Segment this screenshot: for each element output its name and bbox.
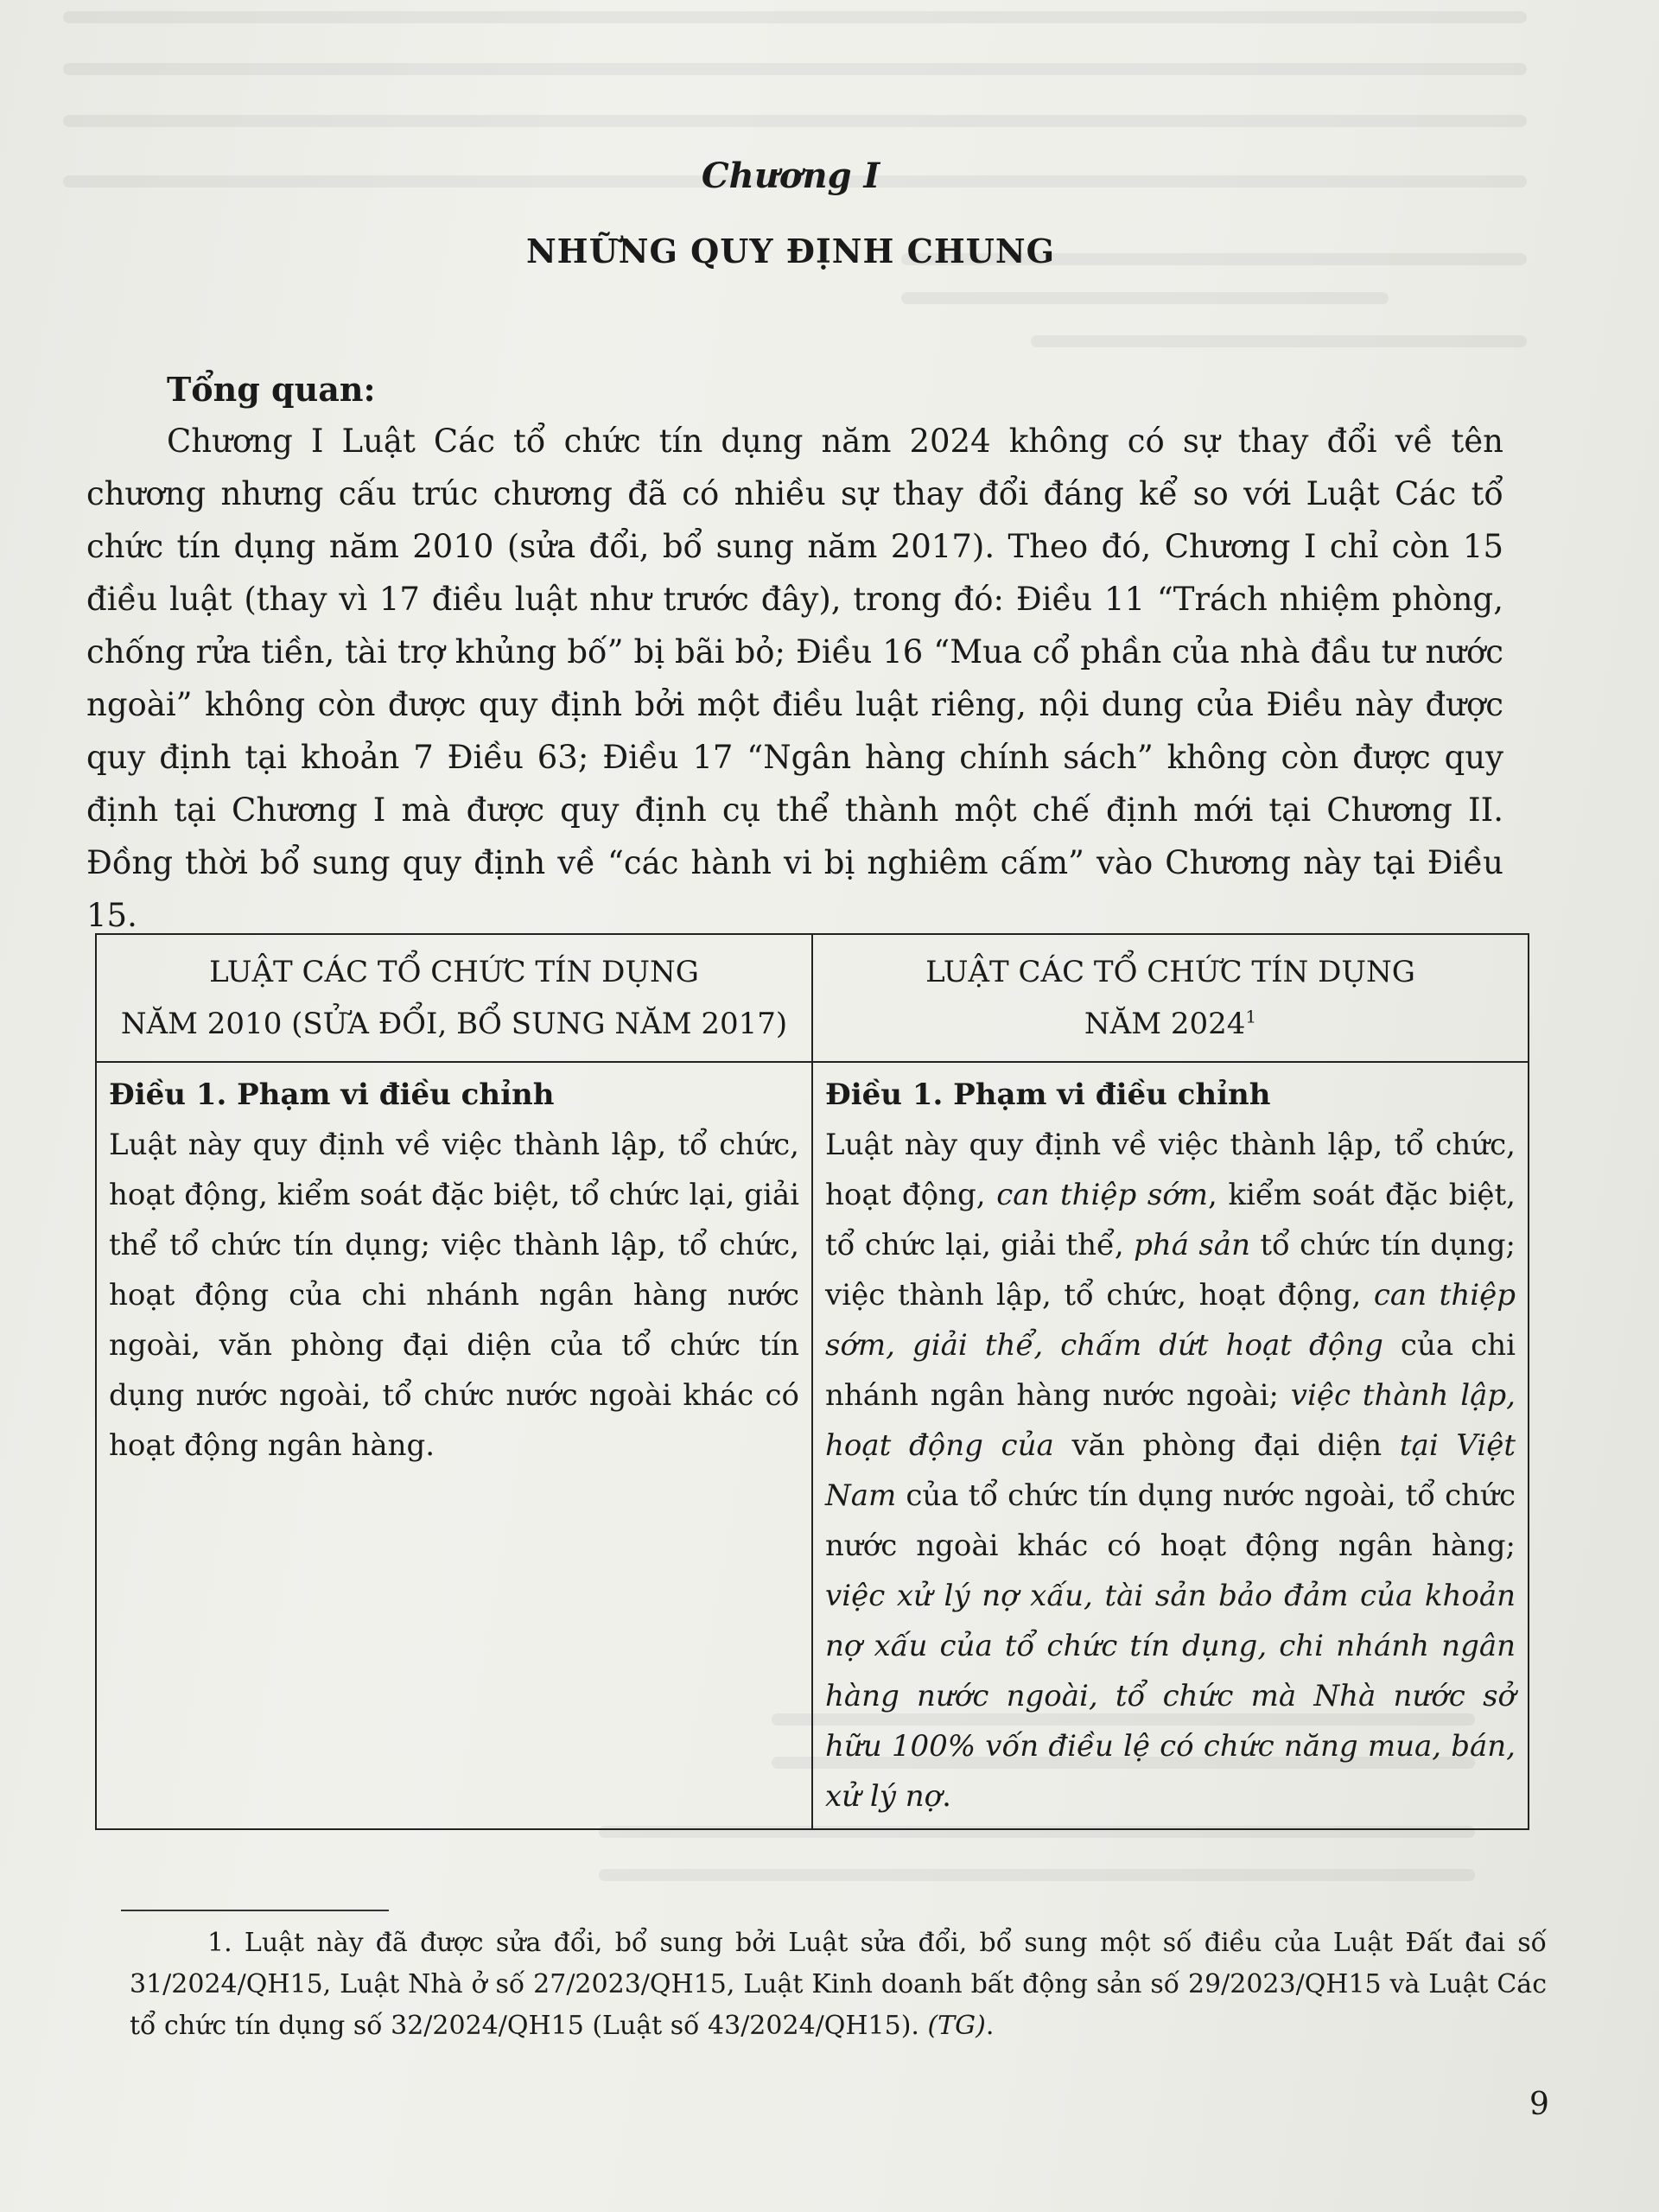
right-header-line1: LUẬT CÁC TỔ CHỨC TÍN DỤNG <box>925 955 1415 989</box>
footnote-text: 1. Luật này đã được sửa đổi, bổ sung bởi Luật sửa đổi, bổ sung một số điều của Luật Đất đai số 31/2024/QH15, Luật Nhà ở số 27/2023/QH15, Luật Kinh doanh bất động sản số 29/2023/QH15 và Luật Các tổ chức tín dụng số 32/2024/QH15 (Luật số 43/2024/QH15). <box>130 1928 1547 2041</box>
footnote: 1. Luật này đã được sửa đổi, bổ sung bởi Luật sửa đổi, bổ sung một số điều của Luật Đất đai số 31/2024/QH15, Luật Nhà ở số 27/2023/QH15, Luật Kinh doanh bất động sản số 29/2023/QH15 và Luật Các tổ chức tín dụng số 32/2024/QH15 (Luật số 43/2024/QH15). (TG). <box>130 1928 1547 2041</box>
left-article-cell <box>96 1062 812 1829</box>
chapter-title: NHỮNG QUY ĐỊNH CHUNG <box>525 232 1056 270</box>
left-header-line1: LUẬT CÁC TỔ CHỨC TÍN DỤNG <box>209 955 699 989</box>
left-article-text: Luật này quy định về việc thành lập, tổ chức, hoạt động, kiểm soát đặc biệt, tổ chức lại, giải thể tổ chức tín dụng; việc thành lập, tổ chức, hoạt động của chi nhánh ngân hàng nước ngoài, văn phòng đại diện của tổ chức tín dụng nước ngoài, tổ chức nước ngoài khác có hoạt động ngân hàng. <box>109 1128 799 1463</box>
right-header-line2: NĂM 2024 <box>1084 1007 1246 1041</box>
overview-paragraph: Chương I Luật Các tổ chức tín dụng năm 2024 không có sự thay đổi về tên chương nhưng cấu trúc chương đã có nhiều sự thay đổi đáng kể so với Luật Các tổ chức tín dụng năm 2010 (sửa đổi, bổ sung năm 2017). Theo đó, Chương I chỉ còn 15 điều luật (thay vì 17 điều luật như trước đây), trong đó: Điều 11 “Trách nhiệm phòng, chống rửa tiền, tài trợ khủng bố” bị bãi bỏ; Điều 16 “Mua cổ phần của nhà đầu tư nước ngoài” không còn được quy định bởi một điều luật riêng, nội dung của Điều này được quy định tại khoản 7 Điều 63; Điều 17 “Ngân hàng chính sách” không còn được quy định tại Chương I mà được quy định cụ thể thành một chế định mới tại Chương II. Đồng thời bổ sung quy định về “các hành vi bị nghiêm cấm” vào Chương này tại Điều 15. <box>86 423 1503 934</box>
right-article-title: Điều 1. Phạm vi điều chỉnh <box>825 1077 1271 1112</box>
right-column-header <box>812 934 1529 1062</box>
footnote-divider <box>121 1910 389 1911</box>
overview-heading: Tổng quan: <box>167 370 376 409</box>
chapter-number: Chương I <box>701 156 880 196</box>
left-header-line2: NĂM 2010 (SỬA ĐỔI, BỔ SUNG NĂM 2017) <box>120 1007 788 1041</box>
page-number: 9 <box>1529 2087 1549 2122</box>
right-article-cell <box>812 1062 1529 1829</box>
footnote-tag: (TG) <box>927 2011 986 2041</box>
left-article-title: Điều 1. Phạm vi điều chỉnh <box>109 1077 555 1112</box>
footnote-marker: 1 <box>1245 1006 1257 1027</box>
right-article-text: Luật này quy định về việc thành lập, tổ chức, hoạt động, can thiệp sớm, kiểm soát đặc biệt, tổ chức lại, giải thể, phá sản tổ chức tín dụng; việc thành lập, tổ chức, hoạt động, can thiệp sớm, giải thể, chấm dứt hoạt động của chi nhánh ngân hàng nước ngoài; việc thành lập, hoạt động của văn phòng đại diện tại Việt Nam của tổ chức tín dụng nước ngoài, tổ chức nước ngoài khác có hoạt động ngân hàng; việc xử lý nợ xấu, tài sản bảo đảm của khoản nợ xấu của tổ chức tín dụng, chi nhánh ngân hàng nước ngoài, tổ chức mà Nhà nước sở hữu 100% vốn điều lệ có chức năng mua, bán, xử lý nợ. <box>825 1128 1516 1814</box>
comparison-table <box>95 933 1529 1830</box>
left-column-header <box>96 934 812 1062</box>
